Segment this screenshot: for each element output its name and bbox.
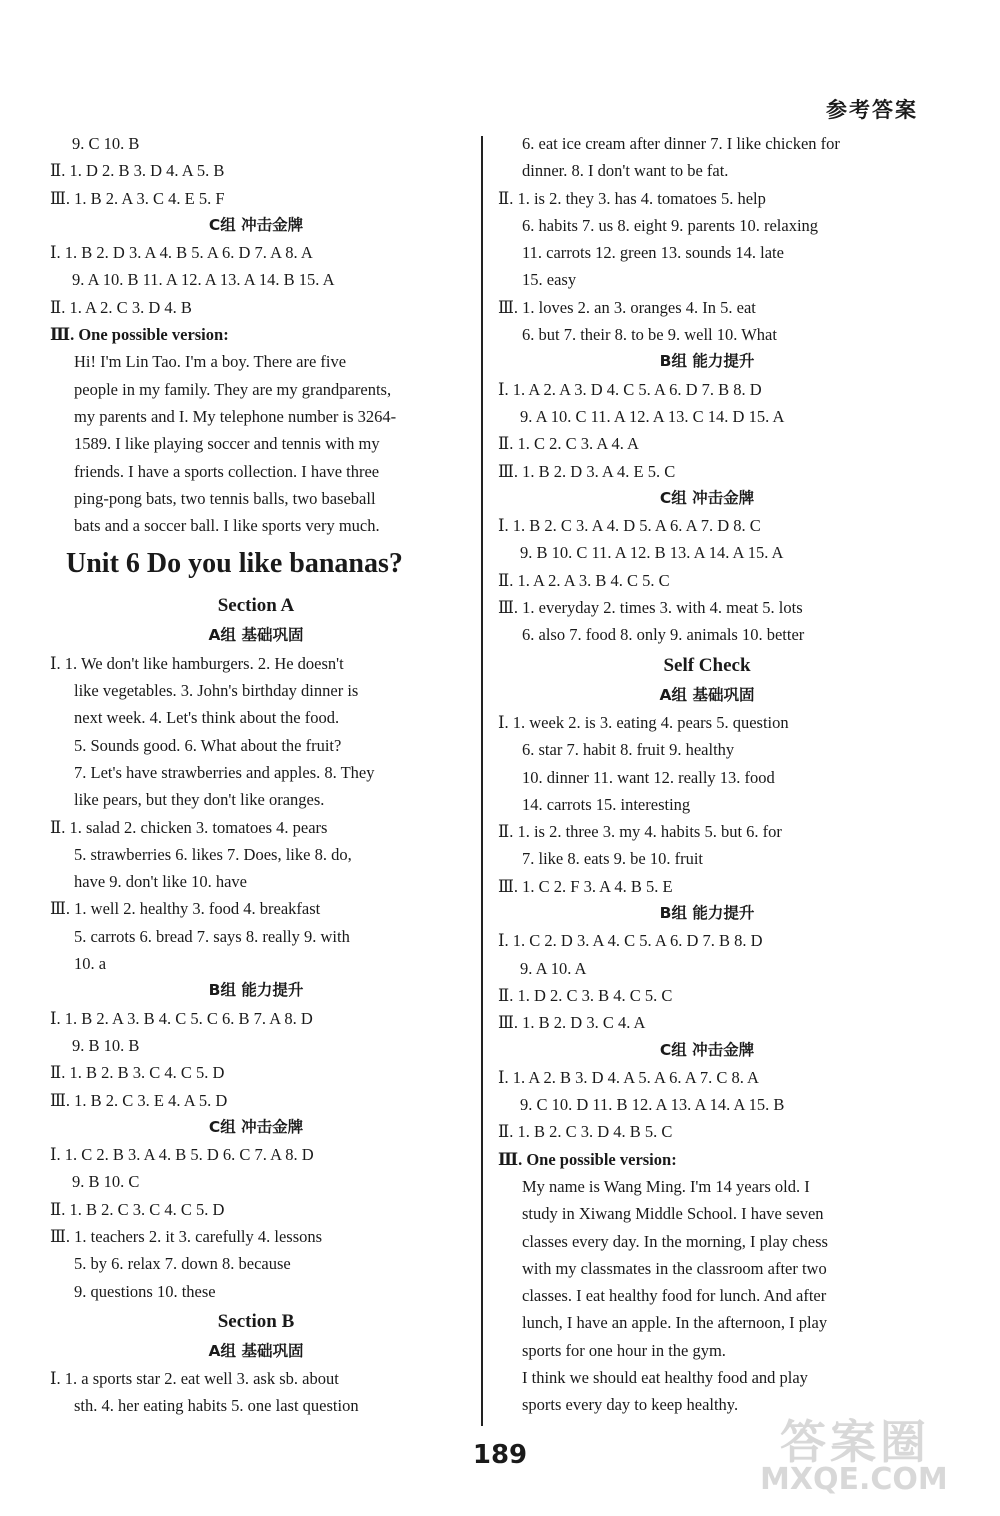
answer-line: I think we should eat healthy food and play (522, 1368, 808, 1388)
answer-line: 7. Let's have strawberries and apples. 8. They (74, 762, 375, 782)
answer-line: Ⅱ. 1. B 2. B 3. C 4. C 5. D (50, 1063, 225, 1083)
answer-line: study in Xiwang Middle School. I have seven (522, 1204, 824, 1224)
answer-line: 5. strawberries 6. likes 7. Does, like 8. do, (74, 844, 352, 864)
answer-line: Ⅱ. 1. is 2. they 3. has 4. tomatoes 5. help (498, 188, 766, 208)
answer-line: 9. C 10. D 11. B 12. A 13. A 14. A 15. B (520, 1095, 785, 1115)
group-heading: B组 能力提升 (208, 981, 304, 1000)
page-header-title: 参考答案 (826, 98, 918, 122)
answer-line: Ⅰ. 1. We don't like hamburgers. 2. He doesn't (50, 653, 344, 673)
answer-line: 11. carrots 12. green 13. sounds 14. late (522, 243, 784, 263)
answer-line: 15. easy (522, 270, 577, 290)
answer-line: Ⅲ. 1. B 2. A 3. C 4. E 5. F (50, 188, 225, 208)
section-heading: Section B (217, 1310, 295, 1332)
group-heading: A组 基础巩固 (208, 626, 304, 645)
answer-line: people in my family. They are my grandparents, (74, 379, 392, 399)
answer-line: with my classmates in the classroom after two (522, 1258, 827, 1278)
column-divider (481, 136, 483, 1426)
answer-line: 14. carrots 15. interesting (522, 794, 691, 814)
group-heading: C组 冲击金牌 (208, 1117, 304, 1136)
answer-line: like vegetables. 3. John's birthday dinner is (74, 681, 359, 701)
answer-line: Ⅲ. 1. well 2. healthy 3. food 4. breakfast (50, 899, 321, 919)
answer-line: 7. like 8. eats 9. be 10. fruit (522, 849, 704, 869)
answer-line: Ⅰ. 1. B 2. A 3. B 4. C 5. C 6. B 7. A 8. D (50, 1008, 313, 1028)
group-heading: B组 能力提升 (659, 352, 755, 371)
answer-line: 9. A 10. B 11. A 12. A 13. A 14. B 15. A (72, 270, 335, 290)
answer-line: classes every day. In the morning, I play chess (522, 1231, 828, 1251)
group-heading: C组 冲击金牌 (208, 215, 304, 234)
answer-line: Ⅱ. 1. is 2. three 3. my 4. habits 5. but 6. for (498, 822, 782, 842)
answer-line: dinner. 8. I don't want to be fat. (522, 161, 729, 181)
group-heading: C组 冲击金牌 (659, 488, 755, 507)
answer-line: Hi! I'm Lin Tao. I'm a boy. There are five (74, 352, 347, 372)
answer-line: Ⅰ. 1. a sports star 2. eat well 3. ask sb. about (50, 1369, 339, 1389)
answer-line: Ⅰ. 1. A 2. B 3. D 4. A 5. A 6. A 7. C 8. A (498, 1067, 759, 1087)
answer-line: 5. by 6. relax 7. down 8. because (74, 1254, 291, 1274)
answer-line: ping-pong bats, two tennis balls, two baseball (74, 488, 376, 508)
watermark-logo (740, 1406, 970, 1502)
page-number: 189 (472, 1440, 528, 1470)
answer-line: Ⅲ. One possible version: (498, 1149, 677, 1169)
answer-line: Ⅲ. 1. B 2. C 3. E 4. A 5. D (50, 1090, 228, 1110)
answer-line: 6. habits 7. us 8. eight 9. parents 10. relaxing (522, 215, 819, 235)
answer-line: sth. 4. her eating habits 5. one last question (74, 1396, 359, 1416)
answer-line: 9. B 10. B (72, 1035, 140, 1055)
answer-line: 6. star 7. habit 8. fruit 9. healthy (522, 740, 735, 760)
answer-line: Ⅱ. 1. A 2. C 3. D 4. B (50, 297, 192, 317)
answer-line: Ⅲ. 1. everyday 2. times 3. with 4. meat 5. lots (498, 598, 803, 618)
answer-line: 5. carrots 6. bread 7. says 8. really 9. with (74, 926, 350, 946)
watermark-text: 答案圈 (780, 1415, 930, 1469)
unit-title: Unit 6 Do you like bananas? (66, 548, 403, 580)
answer-line: 10. dinner 11. want 12. really 13. food (522, 767, 775, 787)
answer-line: Ⅰ. 1. C 2. B 3. A 4. B 5. D 6. C 7. A 8. D (50, 1145, 314, 1165)
answer-line: Ⅱ. 1. C 2. C 3. A 4. A (498, 434, 639, 454)
answer-line: 9. C 10. B (72, 134, 140, 153)
answer-line: have 9. don't like 10. have (74, 872, 247, 892)
answer-line: friends. I have a sports collection. I have three (74, 461, 380, 481)
answer-line: Ⅱ. 1. A 2. A 3. B 4. C 5. C (498, 570, 670, 590)
answer-line: 1589. I like playing soccer and tennis with my (74, 434, 380, 454)
answer-line: My name is Wang Ming. I'm 14 years old. I (522, 1176, 810, 1196)
answer-line: Ⅱ. 1. salad 2. chicken 3. tomatoes 4. pears (50, 817, 328, 837)
answer-line: Ⅲ. 1. B 2. D 3. A 4. E 5. C (498, 461, 676, 481)
answer-line: Ⅱ. 1. D 2. C 3. B 4. C 5. C (498, 985, 673, 1005)
answer-line: Ⅲ. 1. C 2. F 3. A 4. B 5. E (498, 876, 673, 896)
answer-line: 6. also 7. food 8. only 9. animals 10. better (522, 625, 805, 645)
answer-line: my parents and I. My telephone number is 3264- (74, 406, 397, 426)
answer-line: classes. I eat healthy food for lunch. And after (522, 1286, 827, 1306)
answer-line: 10. a (74, 954, 107, 974)
answer-line: like pears, but they don't like oranges. (74, 790, 325, 810)
answer-line: Ⅰ. 1. B 2. D 3. A 4. B 5. A 6. D 7. A 8. A (50, 243, 313, 263)
answer-line: Ⅱ. 1. B 2. C 3. D 4. B 5. C (498, 1122, 673, 1142)
answer-line: sports every day to keep healthy. (522, 1395, 739, 1415)
group-heading: A组 基础巩固 (659, 685, 755, 704)
answer-line: Ⅲ. 1. loves 2. an 3. oranges 4. In 5. eat (498, 297, 756, 317)
answer-line: bats and a soccer ball. I like sports very much. (74, 516, 380, 536)
answer-line: lunch, I have an apple. In the afternoon, I play (522, 1313, 828, 1333)
answer-line: 9. A 10. A (520, 958, 587, 978)
answer-line: Ⅱ. 1. D 2. B 3. D 4. A 5. B (50, 161, 225, 181)
right-column (498, 130, 916, 1419)
answer-line: 9. A 10. C 11. A 12. A 13. C 14. D 15. A (520, 406, 785, 426)
answer-line: Ⅲ. One possible version: (50, 325, 229, 345)
answer-line: next week. 4. Let's think about the food. (74, 708, 340, 728)
answer-line: 6. eat ice cream after dinner 7. I like chicken for (522, 134, 840, 153)
group-heading: C组 冲击金牌 (659, 1040, 755, 1059)
answer-line: 5. Sounds good. 6. What about the fruit? (74, 735, 342, 755)
answer-line: sports for one hour in the gym. (522, 1340, 726, 1360)
answer-line: Ⅲ. 1. teachers 2. it 3. carefully 4. lessons (50, 1226, 323, 1246)
answer-line: 6. but 7. their 8. to be 9. well 10. What (522, 325, 777, 345)
group-heading: B组 能力提升 (659, 904, 755, 923)
answer-line: 9. B 10. C 11. A 12. B 13. A 14. A 15. A (520, 543, 784, 563)
answer-line: 9. B 10. C (72, 1172, 140, 1192)
answer-line: Ⅰ. 1. A 2. A 3. D 4. C 5. A 6. D 7. B 8. D (498, 379, 762, 399)
left-column (50, 130, 462, 1420)
answer-line: Ⅰ. 1. C 2. D 3. A 4. C 5. A 6. D 7. B 8. D (498, 931, 763, 951)
answer-line: Ⅲ. 1. B 2. D 3. C 4. A (498, 1013, 646, 1033)
watermark-url: MXQE.COM (760, 1462, 948, 1497)
section-heading: Self Check (663, 654, 751, 676)
answer-line: Ⅱ. 1. B 2. C 3. C 4. C 5. D (50, 1199, 225, 1219)
answer-line: 9. questions 10. these (74, 1281, 216, 1301)
group-heading: A组 基础巩固 (208, 1341, 304, 1360)
section-heading: Section A (217, 595, 295, 617)
answer-line: Ⅰ. 1. B 2. C 3. A 4. D 5. A 6. A 7. D 8. C (498, 516, 761, 536)
answer-line: Ⅰ. 1. week 2. is 3. eating 4. pears 5. question (498, 712, 789, 732)
